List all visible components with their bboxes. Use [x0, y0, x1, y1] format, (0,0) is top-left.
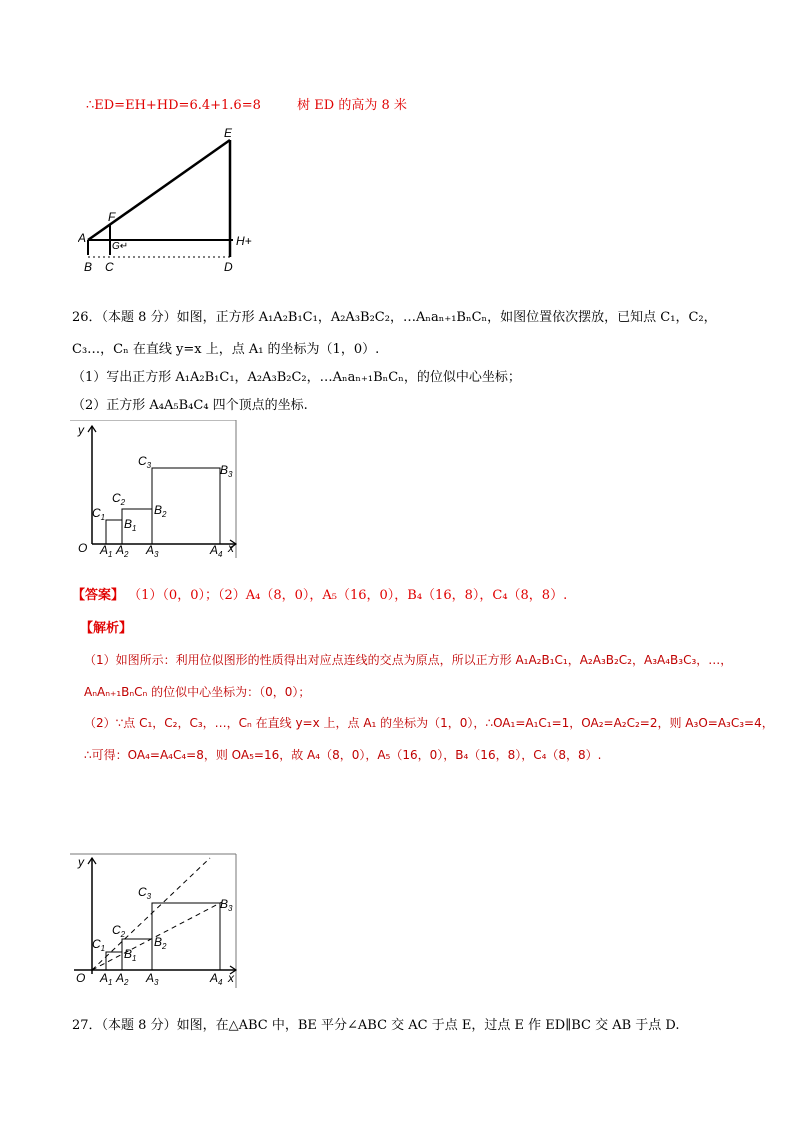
label-c2: $C_2$	[112, 491, 126, 507]
label-o: O	[78, 541, 88, 555]
label-g: G↵	[112, 241, 129, 252]
analysis-line-2: AₙAₙ₊₁BₙCₙ 的位似中心坐标为：（0，0）；	[84, 685, 311, 699]
analysis-tag: 【解析】	[80, 621, 133, 636]
label-b2: $B_2$	[154, 503, 167, 519]
label-a2: $A_2$	[116, 971, 129, 987]
label-a: A	[78, 231, 87, 245]
problem-27: 27．（本题 8 分）如图，在△ABC 中，BE 平分∠ABC 交 AC 于点 E，过点 E 作 ED∥BC 交 AB 于点 D.	[72, 1018, 680, 1033]
square-3	[152, 903, 220, 970]
problem-26-line-1: 26．（本题 8 分）如图，正方形 A₁A₂B₁C₁，A₂A₃B₂C₂，…Aₙaₙ₊₁BₙCₙ，如图位置依次摆放，已知点 C₁，C₂，	[72, 310, 717, 325]
conclusion-line	[86, 97, 407, 115]
label-a2: $A_2$	[116, 543, 129, 559]
solution-squares-figure	[70, 850, 250, 990]
line-ae	[88, 140, 230, 240]
analysis-line-3: （2）∵点 C₁，C₂，C₃，…，Cₙ 在直线 y=x 上，点 A₁ 的坐标为（1，0），∴OA₁=A₁C₁=1，OA₂=A₂C₂=2，则 A₃O=A₃C₃=4，	[84, 716, 774, 730]
label-a1: $A_1$	[100, 971, 113, 987]
square-1	[106, 520, 122, 544]
label-c: C	[105, 260, 114, 274]
label-f: F	[108, 210, 116, 224]
answer-tag: 【答案】	[72, 588, 125, 603]
label-a4: $A_4$	[210, 971, 223, 987]
answer-text: （1）（0，0）；（2）A₄（8，0），A₅（16，0），B₄（16，8），C₄（8，8）.	[128, 588, 568, 603]
equation-text: ∴ED=EH+HD=6.4+1.6=8	[86, 98, 261, 113]
analysis-line-1: （1）如图所示：利用位似图形的性质得出对应点连线的交点为原点，所以正方形 A₁A₂B₁C₁，A₂A₃B₂C₂，A₃A₄B₃C₃，…，	[84, 653, 733, 667]
label-b2: $B_2$	[154, 935, 167, 951]
label-a4: $A_4$	[210, 543, 223, 559]
label-b3: $B_3$	[220, 463, 233, 479]
label-x: x	[228, 541, 234, 555]
label-d: D	[224, 260, 233, 274]
label-c3: $C_3$	[138, 454, 152, 470]
label-b: B	[84, 260, 93, 274]
square-3	[152, 468, 220, 544]
label-c1: $C_1$	[92, 506, 106, 522]
label-a1: $A_1$	[100, 543, 113, 559]
label-c2: $C_2$	[112, 923, 126, 939]
label-b1: $B_1$	[124, 947, 137, 963]
label-y: y	[78, 855, 84, 869]
label-c1: $C_1$	[92, 937, 106, 953]
label-a3: $A_3$	[146, 971, 159, 987]
label-x: x	[228, 971, 234, 985]
problem-26-question-2: （2）正方形 A₄A₅B₄C₄ 四个顶点的坐标.	[72, 398, 308, 413]
problem-26-line-2: C₃…，Cₙ 在直线 y=x 上，点 A₁ 的坐标为（1，0）.	[72, 342, 380, 357]
answer-line	[72, 587, 567, 605]
label-a3: $A_3$	[146, 543, 159, 559]
problem-26-question-1: （1）写出正方形 A₁A₂B₁C₁，A₂A₃B₂C₂，…Aₙaₙ₊₁BₙCₙ，的位似中心坐标；	[72, 370, 521, 385]
squares-figure	[70, 420, 240, 560]
analysis-line-4: ∴可得：OA₄=A₄C₄=8，则 OA₅=16，故 A₄（8，0），A₅（16，0），B₄（16，8），C₄（8，8）.	[84, 748, 602, 762]
label-c3: $C_3$	[138, 885, 152, 901]
label-h: H+	[236, 234, 252, 248]
label-b3: $B_3$	[220, 897, 233, 913]
label-b1: $B_1$	[124, 517, 137, 533]
label-o: O	[76, 971, 86, 985]
tree-figure	[78, 125, 268, 280]
label-e: E	[224, 126, 233, 140]
label-y: y	[78, 423, 84, 437]
line-y-equals-x	[92, 858, 210, 970]
conclusion-text: 树 ED 的高为 8 米	[297, 98, 407, 113]
